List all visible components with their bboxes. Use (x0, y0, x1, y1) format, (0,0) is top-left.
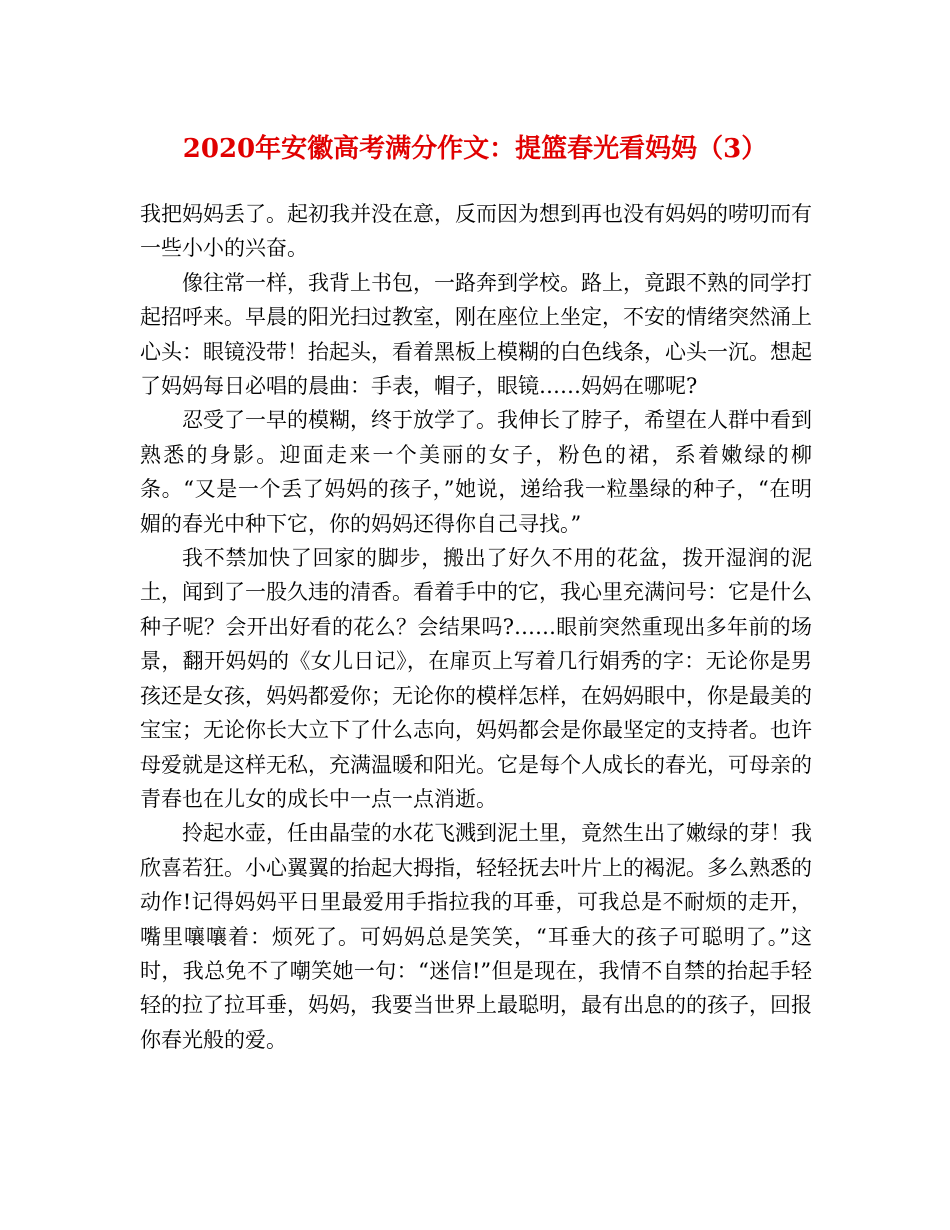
paragraph-4: 我不禁加快了回家的脚步，搬出了好久不用的花盆，拨开湿润的泥土，闻到了一股久违的清香。看着手中的它，我心里充满问号：它是什么种子呢？会开出好看的花么？会结果吗?……眼前突然重现出多年前的场景，翻开妈妈的《女儿日记》，在扉页上写着几行娟秀的字：无论你是男孩还是女孩，妈妈都爱你；无论你的模样怎样，在妈妈眼中，你是最美的宝宝；无论你长大立下了什么志向，妈妈都会是你最坚定的支持者。也许母爱就是这样无私，充满温暖和阳光。它是每个人成长的春光，可母亲的青春也在儿女的成长中一点一点消逝。 (140, 546, 812, 811)
paragraph-2: 像往常一样，我背上书包，一路奔到学校。路上，竟跟不熟的同学打起招呼来。早晨的阳光扫过教室，刚在座位上坐定，不安的情绪突然涌上心头：眼镜没带！抬起头，看着黑板上模糊的白色线条，心头一沉。想起了妈妈每日必唱的晨曲：手表，帽子，眼镜……妈妈在哪呢? (140, 270, 812, 399)
article-body (140, 197, 812, 1057)
paragraph-5: 拎起水壶，任由晶莹的水花飞溅到泥土里，竟然生出了嫩绿的芽！我欣喜若狂。小心翼翼的抬起大拇指，轻轻抚去叶片上的褐泥。多么熟悉的动作!记得妈妈平日里最爱用手指拉我的耳垂，可我总是不耐烦的走开，嘴里嚷嚷着：烦死了。可妈妈总是笑笑，“耳垂大的孩子可聪明了。”这时，我总免不了嘲笑她一句：“迷信!”但是现在，我情不自禁的抬起手轻轻的拉了拉耳垂，妈妈，我要当世界上最聪明，最有出息的的孩子，回报你春光般的爱。 (140, 821, 812, 1052)
page-title: 2020年安徽高考满分作文：提篮春光看妈妈（3） (182, 134, 768, 164)
paragraph-1: 我把妈妈丢了。起初我并没在意，反而因为想到再也没有妈妈的唠叨而有一些小小的兴奋。 (140, 202, 812, 261)
paragraph-3: 忍受了一早的模糊，终于放学了。我伸长了脖子，希望在人群中看到熟悉的身影。迎面走来一个美丽的女子，粉色的裙，系着嫩绿的柳条。“又是一个丢了妈妈的孩子，”她说，递给我一粒墨绿的种子，“在明媚的春光中种下它，你的妈妈还得你自己寻找。” (140, 408, 812, 536)
